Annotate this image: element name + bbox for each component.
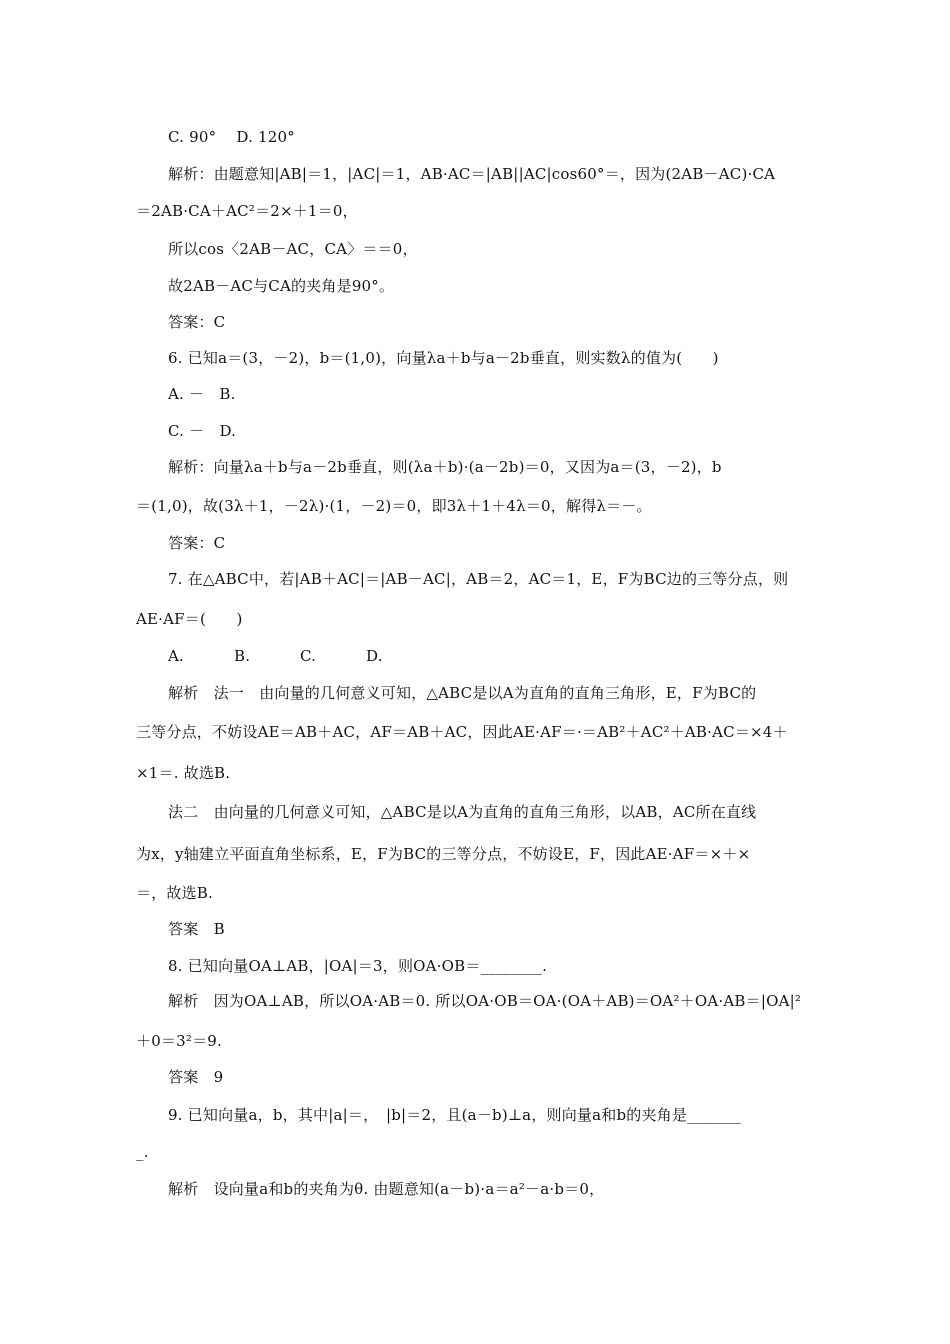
q9-question-line2: _. xyxy=(136,1143,149,1161)
q6-answer: 答案：C xyxy=(168,534,226,552)
q5-analysis-line3: 所以cos〈2AB－AC，CA〉＝＝0， xyxy=(168,240,418,258)
q7-option-d: D. xyxy=(366,647,383,665)
q7-analysis-method1-line2: 三等分点，不妨设AE＝AB＋AC，AF＝AB＋AC，因此AE·AF＝·＝AB²＋AC²＋AB·AC＝×4＋ xyxy=(136,723,788,741)
q6-options-cd: C. － D. xyxy=(168,422,237,440)
q7-analysis-method1-line3: ×1＝. 故选B. xyxy=(136,764,231,782)
q5-answer: 答案：C xyxy=(168,313,226,331)
q8-analysis-line2: ＋0＝3²＝9. xyxy=(136,1032,223,1050)
q7-analysis-method1-line1: 解析 法一 由向量的几何意义可知，△ABC是以A为直角的直角三角形，E，F为BC的 xyxy=(168,684,757,702)
q7-answer: 答案 B xyxy=(168,920,225,938)
q5-analysis-line2: ＝2AB·CA＋AC²＝2×＋1＝0， xyxy=(136,202,358,220)
q7-option-b: B. xyxy=(234,647,251,665)
q5-options-cd: C. 90° D. 120° xyxy=(168,128,295,146)
q8-answer: 答案 9 xyxy=(168,1068,224,1086)
q9-analysis-line1: 解析 设向量a和b的夹角为θ. 由题意知(a－b)·a＝a²－a·b＝0， xyxy=(168,1180,605,1198)
q6-analysis-line1: 解析：向量λa＋b与a－2b垂直，则(λa＋b)·(a－2b)＝0，又因为a＝(3，－2)，b xyxy=(168,458,722,476)
q9-question-line1: 9. 已知向量a，b，其中|a|＝， |b|＝2，且(a－b)⊥a，则向量a和b的夹角是_______ xyxy=(168,1106,741,1124)
q7-analysis-method2-line3: ＝，故选B. xyxy=(136,884,213,902)
q7-analysis-method2-line1: 法二 由向量的几何意义可知，△ABC是以A为直角的直角三角形，以AB，AC所在直线 xyxy=(168,803,757,821)
q7-question-line1: 7. 在△ABC中，若|AB＋AC|＝|AB－AC|，AB＝2，AC＝1，E，F为BC边的三等分点，则 xyxy=(168,570,789,588)
q7-option-c: C. xyxy=(300,647,317,665)
q7-options xyxy=(168,645,848,667)
q6-analysis-line2: ＝(1,0)，故(3λ＋1，－2λ)·(1，－2)＝0，即3λ＋1＋4λ＝0，解得λ＝－。 xyxy=(136,497,652,515)
q8-analysis-line1: 解析 因为OA⊥AB，所以OA·AB＝0. 所以OA·OB＝OA·(OA＋AB)＝OA²＋OA·AB＝|OA|² xyxy=(168,992,802,1010)
q6-options-ab: A. － B. xyxy=(168,385,236,403)
q7-option-a: A. xyxy=(168,647,185,665)
q5-analysis-line4: 故2AB－AC与CA的夹角是90°。 xyxy=(168,277,395,295)
q5-analysis-line1: 解析：由题意知|AB|＝1，|AC|＝1，AB·AC＝|AB||AC|cos60°＝，因为(2AB－AC)·CA xyxy=(168,165,776,183)
q6-question: 6. 已知a＝(3，－2)，b＝(1,0)，向量λa＋b与a－2b垂直，则实数λ的值为( ) xyxy=(168,349,719,367)
q8-question: 8. 已知向量OA⊥AB，|OA|＝3，则OA·OB＝________. xyxy=(168,957,548,975)
q7-question-line2: AE·AF＝( ) xyxy=(136,610,243,628)
q7-analysis-method2-line2: 为x，y轴建立平面直角坐标系，E，F为BC的三等分点，不妨设E，F，因此AE·AF＝×＋× xyxy=(136,845,751,863)
